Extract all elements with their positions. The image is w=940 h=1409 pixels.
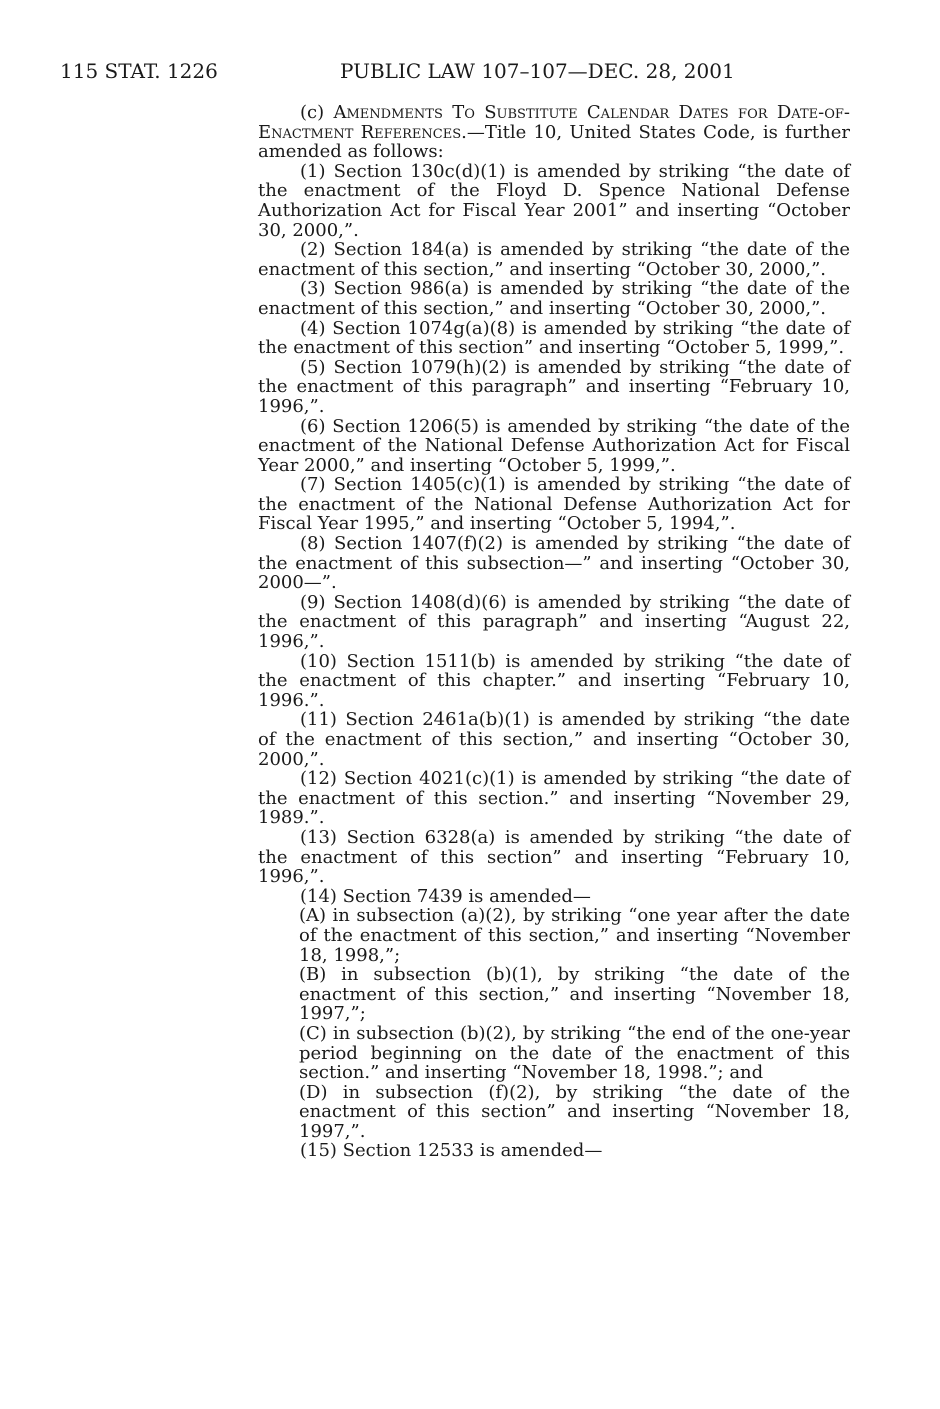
paragraph-7: (7) Section 1405(c)(1) is amended by striking “the date of the enactment of the National Defense Authorization Act for Fiscal Year 1995,” and inserting “October 5, 1994,”.	[258, 474, 850, 535]
section-c-text: —Title 10, United States Code, is further amended as follows:	[258, 121, 850, 163]
subparagraph-a: (A) in subsection (a)(2), by striking “one year after the date of the enactment of this section,” and inserting “November 18, 1998,”;	[299, 905, 850, 966]
subparagraph-b: (B) in subsection (b)(1), by striking “the date of the enactment of this section,” and inserting “November 18, 1997,”;	[299, 964, 850, 1025]
section-c-label: (c)	[300, 102, 325, 123]
paragraph-4: (4) Section 1074g(a)(8) is amended by striking “the date of the enactment of this section” and inserting “October 5, 1999,”.	[258, 317, 850, 359]
section-c-heading: Amendments To Substitute Calendar Dates for Date-of-Enactment References.	[258, 102, 850, 143]
subparagraph-d: (D) in subsection (f)(2), by striking “the date of the enactment of this section” and inserting “November 18, 1997,”.	[299, 1081, 850, 1142]
paragraph-6: (6) Section 1206(5) is amended by striking “the date of the enactment of the National Defense Authorization Act for Fiscal Year 2000,” and inserting “October 5, 1999,”.	[258, 415, 850, 476]
paragraph-15: (15) Section 12533 is amended—	[300, 1140, 603, 1162]
paragraph-14: (14) Section 7439 is amended—	[300, 885, 591, 907]
paragraph-13: (13) Section 6328(a) is amended by striking “the date of the enactment of this section” and inserting “February 10, 1996,”.	[258, 826, 850, 888]
subparagraph-c: (C) in subsection (b)(2), by striking “the end of the one-year period beginning on the date of the enactment of this section.” and inserting “November 18, 1998.”; and	[299, 1022, 850, 1084]
paragraph-2: (2) Section 184(a) is amended by striking “the date of the enactment of this section,” and inserting “October 30, 2000,”.	[258, 239, 850, 280]
statute-page-citation: 115 STAT. 1226	[60, 59, 218, 83]
section-c-paragraph	[258, 103, 850, 162]
paragraph-12: (12) Section 4021(c)(1) is amended by striking “the date of the enactment of this section.” and inserting “November 29, 1989.”.	[258, 768, 850, 829]
paragraph-1: (1) Section 130c(d)(1) is amended by striking “the date of the enactment of the Floyd D. Spence National Defense Authorization Act for Fiscal Year 2001” and inserting “October 30, 2000,”.	[258, 160, 850, 241]
paragraph-9: (9) Section 1408(d)(6) is amended by striking “the date of the enactment of this paragraph” and inserting “August 22, 1996,”.	[258, 591, 850, 653]
document-body	[258, 103, 850, 1161]
paragraph-10: (10) Section 1511(b) is amended by striking “the date of the enactment of this chapter.” and inserting “February 10, 1996.”.	[258, 650, 850, 711]
paragraph-8: (8) Section 1407(f)(2) is amended by striking “the date of the enactment of this subsection—” and inserting “October 30, 2000—”.	[258, 533, 850, 594]
paragraph-11: (11) Section 2461a(b)(1) is amended by striking “the date of the enactment of this section,” and inserting “October 30, 2000,”.	[258, 709, 850, 770]
paragraph-5: (5) Section 1079(h)(2) is amended by striking “the date of the enactment of this paragraph” and inserting “February 10, 1996,”.	[258, 356, 850, 417]
paragraph-3: (3) Section 986(a) is amended by striking “the date of the enactment of this section,” and inserting “October 30, 2000,”.	[258, 278, 850, 319]
public-law-title: PUBLIC LAW 107–107—DEC. 28, 2001	[340, 59, 735, 83]
